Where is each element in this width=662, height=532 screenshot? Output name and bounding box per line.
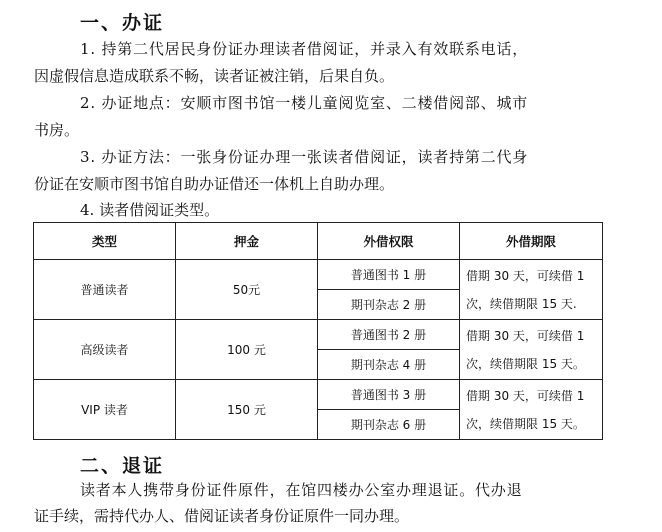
cell-magazine-limit: 期刊杂志 4 册	[318, 350, 460, 380]
period-line-1: 借期 30 天，可续借 1	[466, 328, 585, 343]
paragraph-3-line-1: 3. 办证方法：一张身份证办理一张读者借阅证，读者持第二代身	[80, 148, 529, 166]
table-row	[34, 380, 603, 410]
section-heading-apply: 一、办证	[80, 12, 165, 34]
table-row	[34, 260, 603, 290]
cell-type: VIP 读者	[34, 380, 176, 440]
reader-card-table	[33, 222, 603, 440]
paragraph-1-line-1: 1. 持第二代居民身份证办理读者借阅证，并录入有效联系电话，	[80, 40, 529, 58]
cell-period	[460, 380, 603, 440]
cell-book-limit: 普通图书 1 册	[318, 260, 460, 290]
header-lending-limit: 外借权限	[318, 223, 460, 260]
cell-book-limit: 普通图书 3 册	[318, 380, 460, 410]
cell-book-limit: 普通图书 2 册	[318, 320, 460, 350]
cell-deposit: 150 元	[176, 380, 318, 440]
table-header-row	[34, 223, 603, 260]
cell-magazine-limit: 期刊杂志 2 册	[318, 290, 460, 320]
return-paragraph-line-1: 读者本人携带身份证件原件，在馆四楼办公室办理退证。代办退	[80, 481, 523, 499]
header-lending-period: 外借期限	[460, 223, 603, 260]
cell-period	[460, 320, 603, 380]
table-row	[34, 320, 603, 350]
paragraph-2-line-1: 2. 办证地点：安顺市图书馆一楼儿童阅览室、二楼借阅部、城市	[80, 94, 529, 112]
paragraph-4: 4. 读者借阅证类型。	[80, 201, 220, 219]
cell-type: 高级读者	[34, 320, 176, 380]
cell-period	[460, 260, 603, 320]
paragraph-3-line-2: 份证在安顺市图书馆自助办证借还一体机上自助办理。	[34, 175, 395, 193]
header-type: 类型	[34, 223, 176, 260]
cell-deposit: 100 元	[176, 320, 318, 380]
return-paragraph-line-2: 证手续，需持代办人、借阅证读者身份证原件一同办理。	[34, 507, 410, 525]
period-line-1: 借期 30 天，可续借 1	[466, 268, 585, 283]
header-deposit: 押金	[176, 223, 318, 260]
period-line-2: 次，续借期限 15 天。	[466, 356, 585, 371]
paragraph-2-line-2: 书房。	[34, 121, 80, 139]
paragraph-1-line-2: 因虚假信息造成联系不畅，读者证被注销，后果自负。	[34, 67, 395, 85]
cell-type: 普通读者	[34, 260, 176, 320]
cell-deposit: 50元	[176, 260, 318, 320]
period-line-1: 借期 30 天，可续借 1	[466, 388, 585, 403]
cell-magazine-limit: 期刊杂志 6 册	[318, 410, 460, 440]
period-line-2: 次，续借期限 15 天。	[466, 416, 585, 431]
section-heading-return: 二、退证	[80, 455, 165, 477]
period-line-2: 次，续借期限 15 天.	[466, 296, 577, 311]
